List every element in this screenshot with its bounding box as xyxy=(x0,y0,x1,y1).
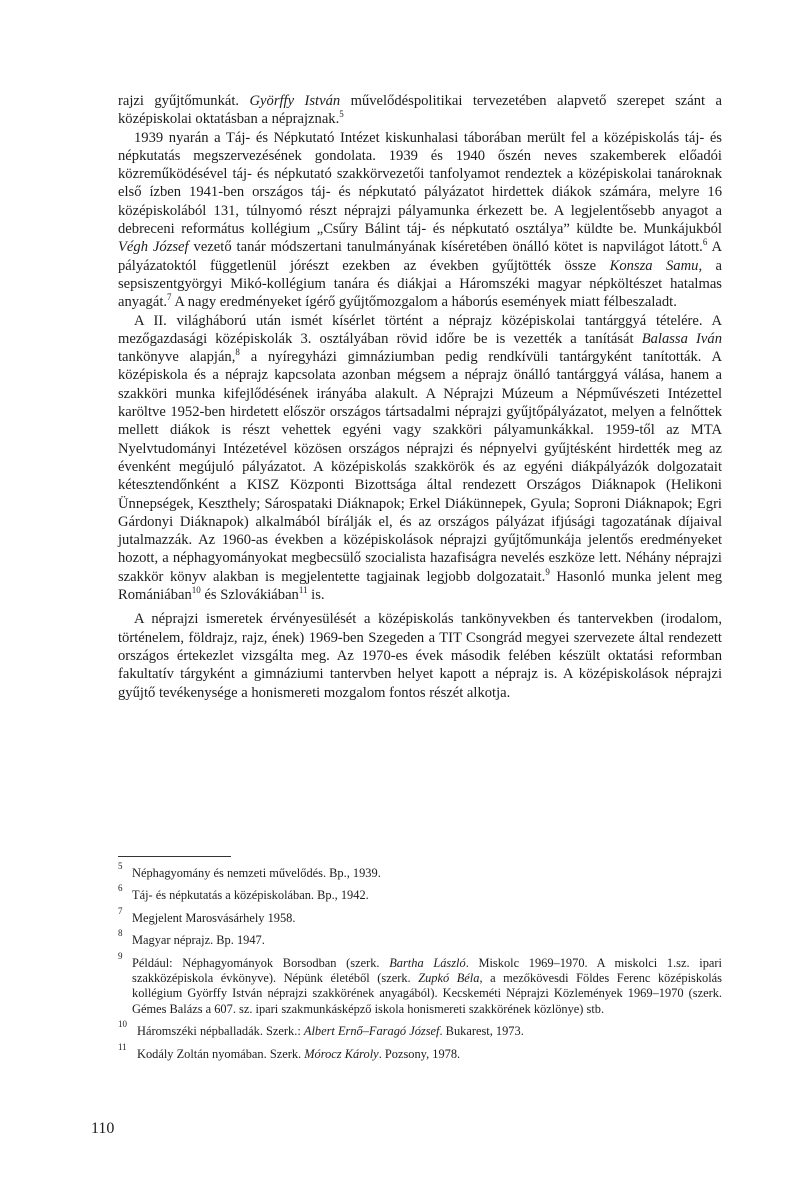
text-run: művelődéspolitikai tervezetében alapvető szerepet szánt a középiskolai oktatásban a néprajznak. xyxy=(118,93,722,128)
text-run: Háromszéki népballadák. Szerk.: xyxy=(137,1024,304,1039)
text-run: . Bukarest, 1973. xyxy=(439,1024,524,1039)
italic-name: Bartha László xyxy=(389,955,466,970)
footnote: 9 Például: Néphagyományok Borsodban (szerk. Bartha László. Miskolc 1969–1970. A miskolci 1.sz. ipari szakközépiskola évkönyve). Népünk életéből (szerk. Zupkó Béla, a mezőkövesdi Földes Ferenc középiskolás kollégium Györffy István néprajzi szakkörének anyagából). Kecskeméti Néprajzi Közlemények 1969–1970 (szerk. Gémes Balázs a 607. sz. ipari szakmunkásképző iskola honismereti szakkörének közlönye) stb. xyxy=(118,950,722,1016)
page-number: 110 xyxy=(91,1120,115,1137)
text-run: , a sepsiszentgyörgyi Mikó-kollégium tanára és diákjai a Háromszéki magyar népköltészet hatalmas anyagát. xyxy=(118,257,723,311)
text-run: rajzi gyűjtőmunkát. xyxy=(118,93,250,109)
text-run: 1939 nyarán a Táj- és Népkutató Intézet kiskunhalasi táborában merült fel a középiskolás táj- és népkutatás megszervezésének gondolata. 1939 és 1940 őszén neves szakemberek előadói közreműködésével táj- és népkutató szakkörvezetői tanfolyamot rendeztek a középiskolai tanároknak első ízben 1941-ben országos táj- és népkutató pályázatot hirdettek diákok számára, melyre 16 középiskolából 131, túlnyomó részt néprajzi pályamunka érkezett be. A legjelentősebb anyagot a debreceni református kollégium „Csűry Bálint táj- és népkutató osztálya” küldte be. Munkájukból xyxy=(118,129,722,238)
footnote: 5 Néphagyomány és nemzeti művelődés. Bp., 1939. xyxy=(118,861,381,880)
text-run: A pályázatoktól függetlenül jórészt ezekben az években gyűjtötték össze xyxy=(118,239,722,274)
text-run: tankönyve alapján, xyxy=(118,349,236,366)
paragraph xyxy=(118,129,722,312)
italic-name: Mórocz Károly xyxy=(304,1046,379,1061)
text-run: A nagy eredményeket ígérő gyűjtőmozgalom a háborús események miatt félbeszaladt. xyxy=(171,294,677,311)
text-run: A néprajzi ismeretek érvényesülését a középiskolás tankönyvekben és tantervekben (irodalom, történelem, földrajz, rajz, ének) 1969-ben Szegeden a TIT Csongrád megyei szervezete által rendezett országos értekezlet vizsgálta meg. Az 1970-es évek második felében készült oktatási reformban fakultatív tárgyként a gimnáziumi tantervben helyet kapott a néprajz is. A középiskolások néprajzi gyűjtő tevékenysége a honismereti mozgalom fontos részét alkotja. xyxy=(118,611,722,701)
footnote-text xyxy=(132,888,369,902)
footnote-text xyxy=(132,956,722,1016)
italic-name: Balassa Iván xyxy=(641,330,722,347)
text-run: Magyar néprajz. Bp. 1947. xyxy=(132,933,265,948)
footnote-text xyxy=(132,911,295,925)
italic-name: Györffy István xyxy=(249,93,341,109)
text-run: A II. világháború után ismét kísérlet történt a néprajz középiskolai tantárggyá tételére. A mezőgazdasági középiskolák 3. osztályában rövid időre be is vezették a tanítását xyxy=(118,312,722,347)
paragraph xyxy=(118,610,722,701)
footnote-reference: 6 xyxy=(702,237,708,248)
footnote-text xyxy=(132,933,265,947)
footnote-text xyxy=(132,866,381,880)
body-text xyxy=(118,92,722,702)
italic-name: Konsza Samu xyxy=(609,257,699,274)
text-run: a nyíregyházi gimnáziumban pedig rendkívüli tantárgyként tanították. A középiskola és a néprajz kapcsolata azonban mégsem a néprajz önálló tantárggyá válása, hanem a szakköri munka kifejlődésének irányába alakult. A Néprajzi Múzeum a Népművészeti Intézettel karöltve 1952-ben hirdetett először országos tártsadalmi néprajzi gyűjtőpályázatot, melyen a felnőttek mellett diákok is részt vehettek egyéni vagy szakköri pályamunkákkal. 1959-től az MTA Nyelvtudományi Intézetével közösen országos néprajzi és népnyelvi gyűjtésként hirdették meg az évenként megújuló pályázatot. A középiskolás szakkörök és az egyéni diákpályázók dolgozatait kétesztendőnként a KISZ Központi Bizottsága által rendezett Országos Diáknapok (Helikoni Ünnepségek, Keszthely; Sárospataki Diáknapok; Erkel Diákünnepek, Gyula; Soproni Diáknapok; Egri Gárdonyi Diáknapok) alkalmából bírálják el, és az országos pályázat ifjúsági tagozatának díjaival jutalmazzák. Az 1960-as években a középiskolások néprajzi gyűjtőmunkája jelentős eredményeket hozott, a néphagyományokat megbecsülő szocialista hazafiságra nevelés eszköze lett. Néhány néprajzi szakkör könyv alakban is megjelentette tagjainak legjobb dolgozatait. xyxy=(118,349,722,585)
paragraph xyxy=(118,92,722,129)
footnote: 11 Kodály Zoltán nyomában. Szerk. Mórocz Károly. Pozsony, 1978. xyxy=(118,1041,461,1061)
footnote: 8 Magyar néprajz. Bp. 1947. xyxy=(118,928,265,948)
italic-name: Zupkó Béla xyxy=(418,971,480,986)
footnote-divider xyxy=(118,856,231,857)
text-run: Kodály Zoltán nyomában. Szerk. xyxy=(137,1046,305,1061)
text-run: Például: Néphagyományok Borsodban (szerk. xyxy=(132,955,390,970)
text-run: vezető tanár módszertani tanulmányának kíséretében önálló kötet is napvilágot látott. xyxy=(188,239,703,256)
text-run: Hasonló munka jelent meg Romániában xyxy=(118,568,723,604)
footnote: 7 Megjelent Marosvásárhely 1958. xyxy=(118,905,296,925)
footnotes xyxy=(118,861,722,1069)
text-run: is. xyxy=(307,587,325,604)
footnote: 6 Táj- és népkutatás a középiskolában. Bp., 1942. xyxy=(118,883,369,903)
text-run: . Pozsony, 1978. xyxy=(378,1046,461,1061)
italic-name: Végh József xyxy=(118,239,189,256)
footnote-text xyxy=(137,1024,524,1038)
text-run: Megjelent Marosvásárhely 1958. xyxy=(132,910,296,925)
paragraph xyxy=(118,312,722,605)
footnote-reference: 9 xyxy=(545,566,550,577)
footnote-reference: 8 xyxy=(235,347,240,358)
text-run: Néphagyomány és nemzeti művelődés. Bp., 1939. xyxy=(132,866,381,880)
footnote-text xyxy=(137,1047,460,1061)
footnote-reference: 5 xyxy=(339,109,344,120)
text-run: Táj- és népkutatás a középiskolában. Bp., 1942. xyxy=(132,888,369,903)
text-run: és Szlovákiában xyxy=(200,587,299,604)
footnote: 10 Háromszéki népballadák. Szerk.: Albert Ernő–Faragó József. Bukarest, 1973. xyxy=(118,1019,524,1039)
footnote-reference: 11 xyxy=(298,585,308,596)
text-run: . Miskolc 1969–1970. A miskolci 1.sz. ipari szakközépiskola évkönyve). Népünk életéből (szerk. xyxy=(132,955,722,986)
italic-name: Albert Ernő–Faragó József xyxy=(303,1024,440,1039)
text-run: , a mezőkövesdi Földes Ferenc középiskolás kollégium Györffy István néprajzi szakkörének anyagából). Kecskeméti Néprajzi Közlemények 1969–1970 (szerk. Gémes Balázs a 607. sz. ipari szakmunkásképző iskola honismereti szakkörének közlönye) stb. xyxy=(132,971,722,1016)
footnote-reference: 10 xyxy=(191,585,201,596)
footnote-reference: 7 xyxy=(167,292,172,303)
